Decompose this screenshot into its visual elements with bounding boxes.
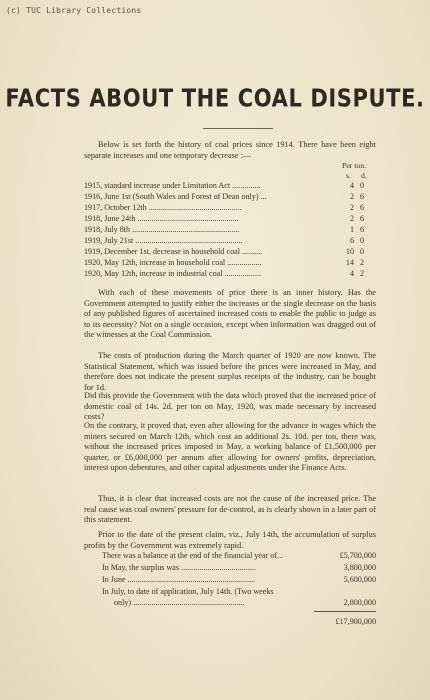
surplus-row-desc: In May, the surplus was .....................................: [102, 563, 256, 572]
price-row-pence: 0: [360, 247, 365, 256]
surplus-row-desc: There was a balance at the end of the financial year of...: [102, 551, 284, 560]
price-row-shillings: 10: [345, 247, 354, 256]
price-row-desc: 1918, July 8th .....................................................: [84, 225, 240, 234]
price-row-desc: 1919, December 1st, decrease in household coal ..........: [84, 247, 263, 256]
price-row: [84, 214, 376, 224]
paragraph-cause: Thus, it is clear that increased costs are not the cause of the increased price. The real cause was coal owners' pressure for de-control, as is clearly shown in a later part of this statement.: [84, 494, 376, 524]
paragraph-prior: Prior to the date of the present claim, viz., July 14th, the accumulation of surplus profits by the Government was extremely rapid.: [84, 530, 376, 550]
surplus-row-amount: 3,800,000: [343, 563, 376, 572]
price-row-shillings: 14: [345, 258, 354, 267]
price-row-pence: 0: [360, 236, 365, 245]
price-row-shillings: 4: [349, 181, 354, 190]
pence-header: d.: [361, 171, 367, 180]
surplus-row-desc: only) .......................................................: [114, 598, 245, 607]
price-row-pence: 2: [360, 269, 365, 278]
watermark: (c) TUC Library Collections: [6, 6, 142, 15]
paragraph-contrary: On the contrary, it proved that, even after allowing for the advance in wages which the miners secured on March 12th, which cost an additional 2s. 10d. per ton, there was, without the increased prices imposed in May, a working balance of £1,500,000 per quarter, or £6,000,000 per annum after allowing for owners' profits, depreciation, interest upon debentures, and other capital adjustments under the Finance Acts.: [84, 421, 376, 472]
paragraph-inner-history: With each of these movements of price there is an inner history. Has the Government attempted to justify either the increases or the single decrease on the basis of any published figures of ascertained increased costs to enable the public to judge as to its necessity? Not on a single occasion, except when information was dragged out of the witnesses at the Coal Commission.: [84, 288, 376, 339]
price-row: [84, 269, 376, 279]
price-row-pence: 2: [360, 258, 365, 267]
intro-paragraph: Below is set forth the history of coal prices since 1914. There have been eight separate increases and one temporary decrease :—: [84, 140, 376, 160]
price-row: [84, 181, 376, 191]
price-row-shillings: 4: [349, 269, 354, 278]
price-row-pence: 6: [360, 192, 365, 201]
paragraph-question: Did this provide the Government with the data which proved that the increased price of domestic coal of 14s. 2d. per ton on May, 1920, was made necessary by increased costs?: [84, 391, 376, 421]
price-row-desc: 1920, May 12th, increase in industrial coal ..................: [84, 269, 261, 278]
price-row: [84, 258, 376, 268]
price-row-desc: 1915, standard increase under Limitation Act ..............: [84, 181, 261, 190]
price-row-pence: 6: [360, 214, 365, 223]
price-row-shillings: 2: [349, 214, 354, 223]
page-title: FACTS ABOUT THE COAL DISPUTE.: [5, 83, 425, 113]
price-row: [84, 247, 376, 257]
paragraph-costs: The costs of production during the March quarter of 1920 are now known. The Statistical Statement, which was issued before the prices were increased in May, and therefore does not indicate the present surplus receipts of the industry, can be bought for 1d.: [84, 351, 376, 392]
price-row: [84, 192, 376, 202]
price-row-desc: 1918, June 24th ..................................................: [84, 214, 239, 223]
price-row-shillings: 6: [349, 236, 354, 245]
surplus-row-amount: 5,600,000: [343, 575, 376, 584]
price-row-pence: 6: [360, 225, 365, 234]
price-row: [84, 225, 376, 235]
price-row-desc: 1919, July 21st .....................................................: [84, 236, 243, 245]
surplus-row-desc: In July, to date of application, July 14th. (Two weeks: [102, 587, 274, 596]
surplus-row-desc: In June ...............................................................: [102, 575, 256, 584]
price-row-pence: 0: [360, 181, 365, 190]
price-row-pence: 6: [360, 203, 365, 212]
price-row: [84, 236, 376, 246]
total-divider: [314, 611, 376, 612]
price-row-desc: 1920, May 12th, increase in household coal .................: [84, 258, 262, 267]
price-row-shillings: 2: [349, 203, 354, 212]
per-ton-header: Per ton.: [342, 161, 367, 170]
surplus-total: £17,900,000: [335, 617, 376, 626]
price-row-shillings: 2: [349, 192, 354, 201]
price-row-shillings: 1: [349, 225, 354, 234]
surplus-row-amount: £5,700,000: [339, 551, 376, 560]
price-row: [84, 203, 376, 213]
surplus-row-amount: 2,800,000: [343, 598, 376, 607]
price-row-desc: 1916, June 1st (South Wales and Forest of Dean only) ...: [84, 192, 267, 201]
shillings-header: s.: [346, 171, 351, 180]
price-row-desc: 1917, October 12th ..............................................: [84, 203, 242, 212]
title-divider: [203, 128, 273, 129]
